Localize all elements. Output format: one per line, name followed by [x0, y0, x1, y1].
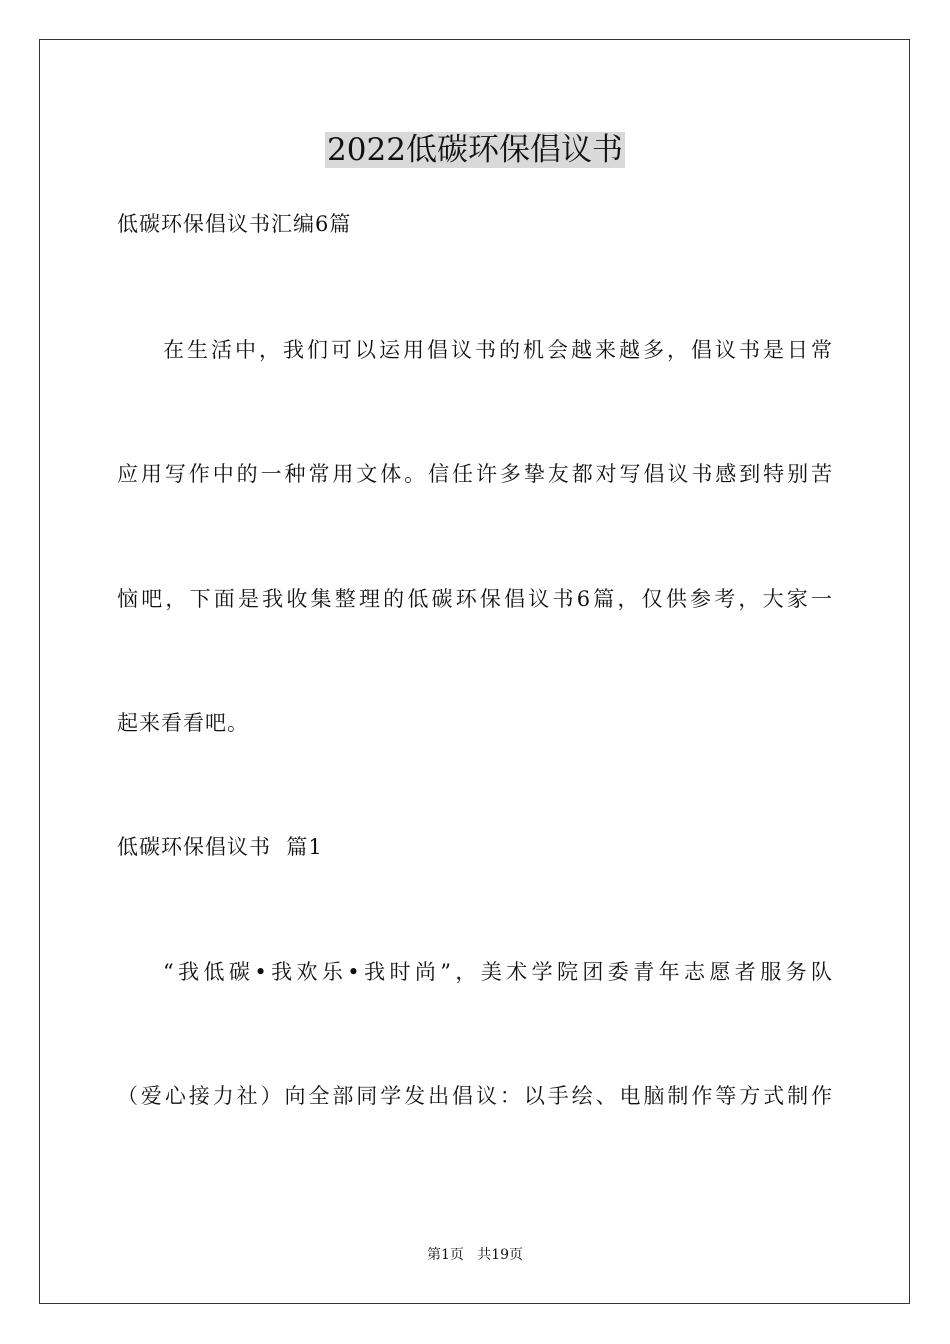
paragraph-line: 应用写作中的一种常用文体。信任许多挚友都对写倡议书感到特别苦 [117, 462, 832, 486]
section-heading: 低碳环保倡议书 篇1 [117, 835, 323, 859]
document-title [0, 128, 950, 172]
paragraph-line: 起来看看吧。 [117, 711, 249, 735]
paragraph-line: （爱心接力社）向全部同学发出倡议：以手绘、电脑制作等方式制作 [117, 1084, 832, 1108]
document-subtitle: 低碳环保倡议书汇编6篇 [117, 212, 352, 236]
paragraph-line: 恼吧，下面是我收集整理的低碳环保倡议书6篇，仅供参考，大家一 [117, 587, 832, 611]
title-text: 2022低碳环保倡议书 [327, 132, 623, 168]
page-number: 第1页 共19页 [426, 1247, 524, 1263]
paragraph-line: 在生活中，我们可以运用倡议书的机会越来越多，倡议书是日常 [163, 338, 832, 362]
paragraph-line: “我低碳•我欢乐•我时尚”，美术学院团委青年志愿者服务队 [163, 960, 832, 984]
